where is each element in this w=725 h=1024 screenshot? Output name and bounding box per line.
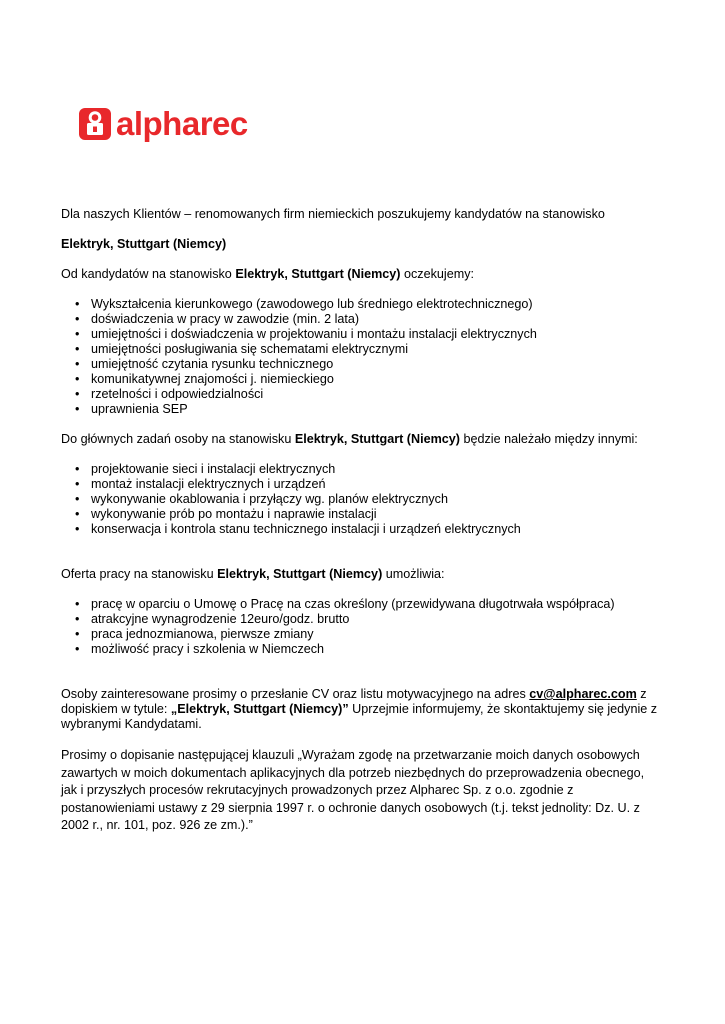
list-item: • atrakcyjne wynagrodzenie 12euro/godz. brutto bbox=[61, 612, 661, 627]
list-item: • pracę w oparciu o Umowę o Pracę na czas określony (przewidywana długotrwała współpraca) bbox=[61, 597, 661, 612]
offer-list bbox=[61, 597, 661, 657]
document-body bbox=[61, 207, 661, 835]
list-item: • praca jednozmianowa, pierwsze zmiany bbox=[61, 627, 661, 642]
consent-paragraph: Prosimy o dopisanie następującej klauzuli „Wyrażam zgodę na przetwarzanie moich danych osobowych zawartych w moich dokumentach aplikacyjnych dla potrzeb niezbędnych do przeprowadzenia obecnego, jak i przyszłych procesów rekrutacyjnych prowadzonych przez Alpharec Sp. z o.o. zgodnie z postanowieniami ustawy z 29 sierpnia 1997 r. o ochronie danych osobowych (t.j. tekst jednolity: Dz. U. z 2002 r., nr. 101, poz. 926 ze zm.).” bbox=[61, 748, 645, 832]
intro-paragraph: Dla naszych Klientów – renomowanych firm niemieckich poszukujemy kandydatów na stanowisko bbox=[61, 207, 605, 221]
tasks-lead: Do głównych zadań osoby na stanowisku Elektryk, Stuttgart (Niemcy) będzie należało między innymi: bbox=[61, 432, 638, 446]
list-item: • wykonywanie okablowania i przyłączy wg. planów elektrycznych bbox=[61, 492, 661, 507]
email-link[interactable]: cv@alpharec.com bbox=[529, 687, 637, 701]
list-item: • uprawnienia SEP bbox=[61, 402, 661, 417]
list-item: • umiejętności i doświadczenia w projektowaniu i montażu instalacji elektrycznych bbox=[61, 327, 661, 342]
position-title: Elektryk, Stuttgart (Niemcy) bbox=[61, 237, 227, 251]
list-item: • projektowanie sieci i instalacji elektrycznych bbox=[61, 462, 661, 477]
list-item: • wykonywanie prób po montażu i naprawie instalacji bbox=[61, 507, 661, 522]
list-item: • montaż instalacji elektrycznych i urządzeń bbox=[61, 477, 661, 492]
brand-name: alpharec bbox=[116, 105, 248, 142]
list-item: • umiejętności posługiwania się schematami elektrycznymi bbox=[61, 342, 661, 357]
company-logo bbox=[79, 104, 248, 144]
list-item: • umiejętność czytania rysunku technicznego bbox=[61, 357, 661, 372]
requirements-lead: Od kandydatów na stanowisko Elektryk, Stuttgart (Niemcy) oczekujemy: bbox=[61, 267, 474, 281]
list-item: • możliwość pracy i szkolenia w Niemczech bbox=[61, 642, 661, 657]
list-item: • komunikatywnej znajomości j. niemieckiego bbox=[61, 372, 661, 387]
list-item: • rzetelności i odpowiedzialności bbox=[61, 387, 661, 402]
list-item: • konserwacja i kontrola stanu technicznego instalacji i urządzeń elektrycznych bbox=[61, 522, 661, 537]
lock-person-icon bbox=[79, 108, 111, 140]
tasks-list bbox=[61, 462, 661, 537]
requirements-list bbox=[61, 297, 661, 417]
offer-lead: Oferta pracy na stanowisku Elektryk, Stuttgart (Niemcy) umożliwia: bbox=[61, 567, 445, 581]
list-item: • Wykształcenia kierunkowego (zawodowego lub średniego elektrotechnicznego) bbox=[61, 297, 661, 312]
apply-paragraph: Osoby zainteresowane prosimy o przesłanie CV oraz listu motywacyjnego na adres cv@alpharec.com z dopiskiem w tytule: „Elektryk, Stuttgart (Niemcy)” Uprzejmie informujemy, że skontaktujemy się jedynie z wybranymi Kandydatami. bbox=[61, 687, 658, 731]
list-item: • doświadczenia w pracy w zawodzie (min. 2 lata) bbox=[61, 312, 661, 327]
